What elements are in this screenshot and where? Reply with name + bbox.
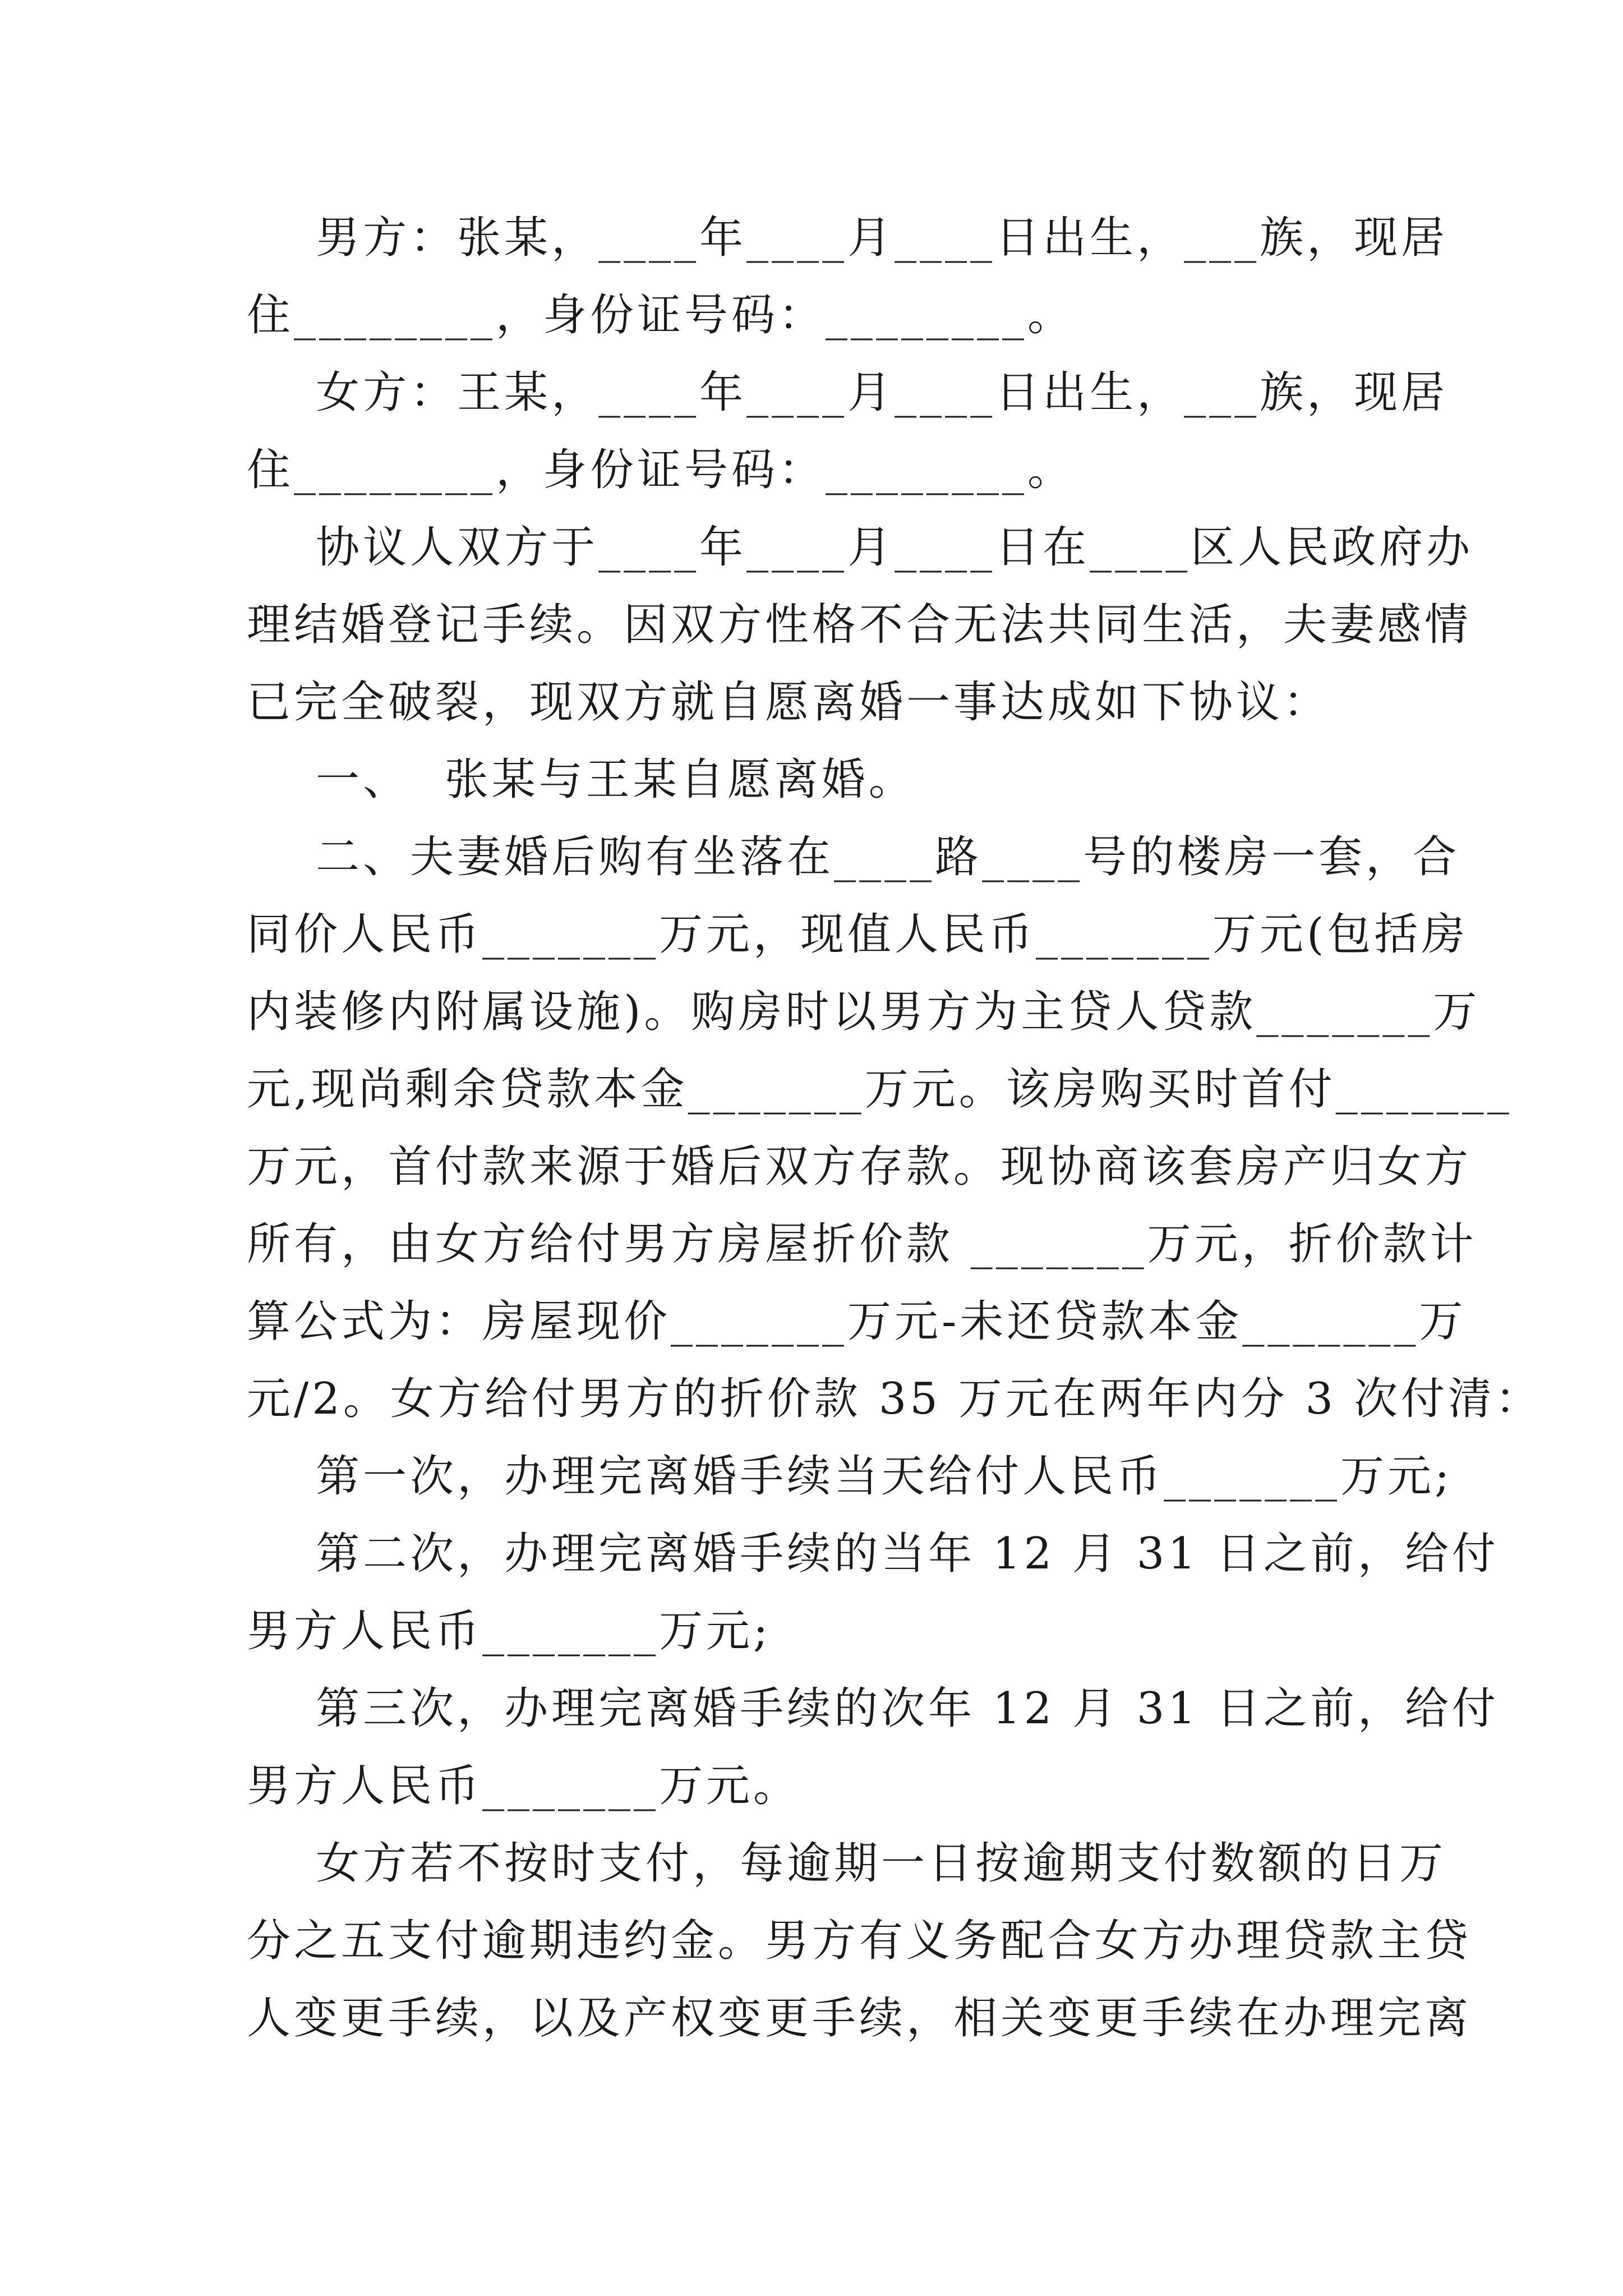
text-line: 住________，身份证号码：________。 <box>247 445 1075 495</box>
text-line: 第一次，办理完离婚手续当天给付人民币_______万元; <box>247 1451 1453 1502</box>
text-line: 内装修内附属设施)。购房时以男方为主贷人贷款_______万 <box>247 987 1481 1037</box>
text-line: 元/2。女方给付男方的折价款 35 万元在两年内分 3 次付清： <box>247 1374 1542 1424</box>
text-line: 住________，身份证号码：________。 <box>247 290 1075 341</box>
text-line: 男方：张某，____年____月____日出生，___族，现居 <box>247 213 1449 263</box>
text-line: 二、夫妻婚后购有坐落在____路____号的楼房一套，合 <box>247 832 1460 882</box>
text-line: 万元，首付款来源于婚后双方存款。现协商该套房产归女方 <box>247 1142 1472 1192</box>
text-line: 已完全破裂，现双方就自愿离婚一事达成如下协议： <box>247 677 1331 728</box>
text-line: 男方人民币_______万元; <box>247 1606 772 1657</box>
text-line: 元,现尚剩余贷款本金_______万元。该房购买时首付_______ <box>247 1064 1513 1115</box>
text-line: 第三次，办理完离婚手续的次年 12 月 31 日之前，给付 <box>247 1683 1499 1734</box>
text-line: 理结婚登记手续。因双方性格不合无法共同生活，夫妻感情 <box>247 600 1472 650</box>
text-line: 同价人民币_______万元，现值人民币_______万元(包括房 <box>247 909 1469 960</box>
text-line: 人变更手续，以及产权变更手续，相关变更手续在办理完离 <box>247 1993 1472 2044</box>
text-line: 所有，由女方给付男方房屋折价款 _______万元，折价款计 <box>247 1219 1477 1269</box>
text-line: 女方：王某，____年____月____日出生，___族，现居 <box>247 367 1449 418</box>
text-line: 女方若不按时支付，每逾期一日按逾期支付数额的日万 <box>247 1838 1447 1889</box>
text-line: 一、 张某与王某自愿离婚。 <box>247 754 916 805</box>
text-line: 分之五支付逾期违约金。男方有义务配合女方办理贷款主贷 <box>247 1916 1472 1966</box>
text-line: 协议人双方于____年____月____日在____区人民政府办 <box>247 522 1474 573</box>
document-body <box>247 199 1542 2057</box>
text-line: 男方人民币_______万元。 <box>247 1761 801 1811</box>
text-line: 算公式为：房屋现价_______万元-未还贷款本金_______万 <box>247 1296 1467 1347</box>
text-line: 第二次，办理完离婚手续的当年 12 月 31 日之前，给付 <box>247 1529 1499 1579</box>
